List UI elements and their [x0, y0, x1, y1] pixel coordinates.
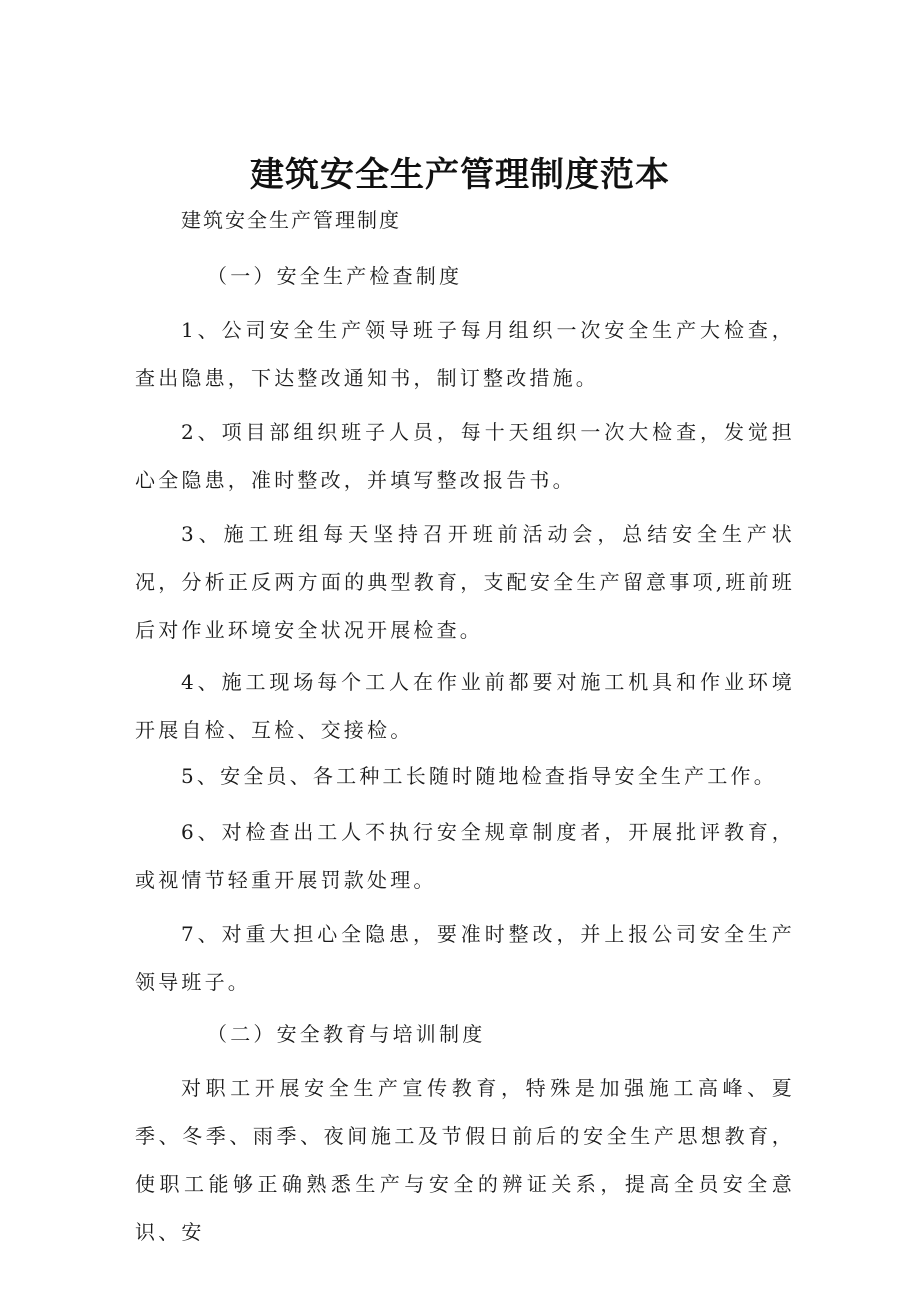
document-subtitle: 建筑安全生产管理制度	[181, 208, 401, 232]
section-1-item: 2、项目部组织班子人员，每十天组织一次大检查，发觉担心全隐患，准时整改，并填写整改报告书。	[135, 420, 795, 492]
section-1-item: 5、安全员、各工种工长随时随地检查指导安全生产工作。	[181, 764, 777, 788]
section-1-item: 1、公司安全生产领导班子每月组织一次安全生产大检查，查出隐患，下达整改通知书，制订整改措施。	[135, 318, 795, 390]
section-1-item: 7、对重大担心全隐患，要准时整改，并上报公司安全生产领导班子。	[135, 922, 795, 994]
section-1-item: 4、施工现场每个工人在作业前都要对施工机具和作业环境开展自检、互检、交接检。	[135, 670, 795, 742]
section-1-item: 3、施工班组每天坚持召开班前活动会，总结安全生产状况，分析正反两方面的典型教育，支配安全生产留意事项,班前班后对作业环境安全状况开展检查。	[135, 522, 795, 642]
section-1-item: 6、对检查出工人不执行安全规章制度者，开展批评教育，或视情节轻重开展罚款处理。	[135, 820, 795, 892]
section-2-paragraph: 对职工开展安全生产宣传教育，特殊是加强施工高峰、夏季、冬季、雨季、夜间施工及节假日前后的安全生产思想教育，使职工能够正确熟悉生产与安全的辨证关系，提高全员安全意识、安	[135, 1076, 795, 1244]
document-title: 建筑安全生产管理制度范本	[250, 154, 670, 195]
section-1-heading: （一）安全生产检查制度	[207, 264, 463, 288]
section-2-heading: （二）安全教育与培训制度	[207, 1022, 486, 1046]
